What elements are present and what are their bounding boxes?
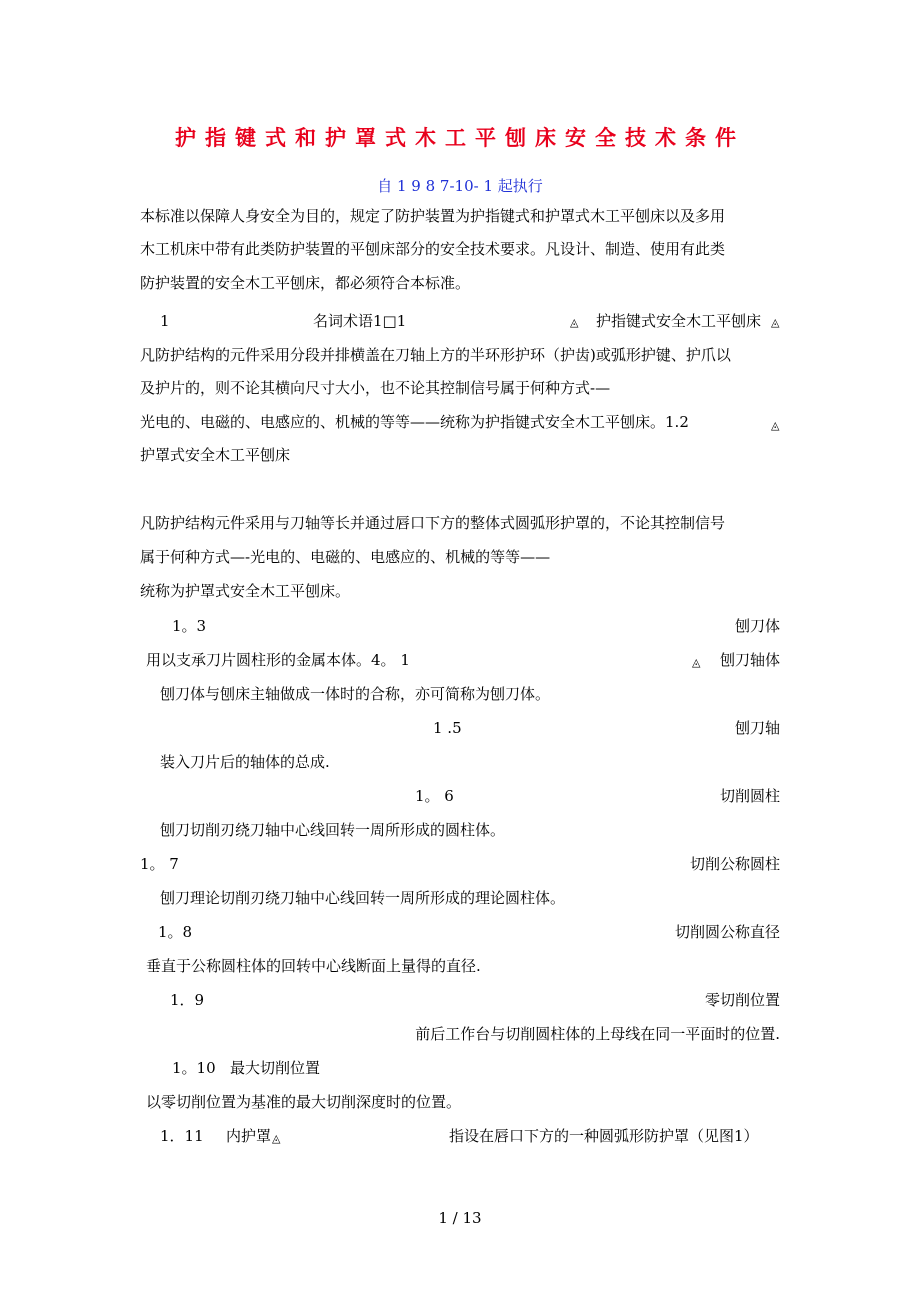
intro-line-3: 防护装置的安全木工平刨床，都必须符合本标准。 [140, 274, 471, 292]
def-1-2-line-3: 统称为护罩式安全木工平刨床。 [140, 582, 351, 600]
def-1-9: 前后工作台与切削圆柱体的上母线在同一平面时的位置. [415, 1025, 780, 1043]
effective-date: 自 1 9 8 7-10- 1 起执行 [377, 177, 543, 195]
def-1-1-line-1: 凡防护结构的元件采用分段并排横盖在刀轴上方的半环形护环（护齿)或弧形护键、护爪以 [140, 346, 731, 364]
def-1-6: 刨刀切削刃绕刀轴中心线回转一周所形成的圆柱体。 [160, 821, 506, 839]
item-1-5-number: 1 .5 [433, 719, 462, 737]
item-1-6-number: 1。 6 [415, 787, 454, 805]
item-1-9-term: 零切削位置 [704, 991, 780, 1009]
def-1-3: 用以支承刀片圆柱形的金属本体。4。 1 [146, 651, 410, 669]
section-1-number: 1 [160, 312, 170, 330]
item-1-7-term: 切削公称圆柱 [689, 855, 780, 873]
anchor-mark-icon: ◬ [272, 1132, 281, 1145]
item-1-8-term: 切削圆公称直径 [674, 923, 780, 941]
section-1-heading: 名词术语1□1 [313, 312, 407, 330]
item-1-11-number: 1．11 [160, 1127, 204, 1145]
def-1-11: 指设在唇口下方的一种圆弧形防护罩（见图1） [449, 1127, 759, 1145]
def-1-1-line-2: 及护片的，则不论其横向尺寸大小，也不论其控制信号属于何种方式-— [140, 379, 611, 397]
anchor-mark-icon: ◬ [771, 419, 780, 432]
anchor-mark-icon: ◬ [570, 316, 579, 329]
item-1-8-number: 1。8 [158, 923, 193, 941]
item-1-10-term: 最大切削位置 [230, 1059, 321, 1077]
term-1-1: 护指键式安全木工平刨床 [596, 312, 762, 330]
anchor-mark-icon: ◬ [771, 316, 780, 329]
intro-line-1: 本标准以保障人身安全为目的，规定了防护装置为护指键式和护罩式木工平刨床以及多用 [140, 207, 726, 225]
def-1-2-line-1: 凡防护结构元件采用与刀轴等长并通过唇口下方的整体式圆弧形护罩的，不论其控制信号 [140, 514, 726, 532]
page-number: 1 / 13 [438, 1209, 482, 1227]
term-1-4: 刨刀轴体 [719, 651, 780, 669]
def-1-8: 垂直于公称圆柱体的回转中心线断面上量得的直径. [146, 957, 481, 975]
def-1-1-line-3: 光电的、电磁的、电感应的、机械的等等——统称为护指键式安全木工平刨床。1.2 [140, 413, 689, 431]
item-1-6-term: 切削圆柱 [719, 787, 780, 805]
item-1-5-term: 刨刀轴 [734, 719, 780, 737]
def-1-5: 装入刀片后的轴体的总成. [160, 753, 330, 771]
item-1-9-number: 1．9 [170, 991, 205, 1009]
item-1-11-term: 内护罩 [226, 1127, 272, 1145]
anchor-mark-icon: ◬ [692, 656, 701, 669]
intro-line-2: 木工机床中带有此类防护装置的平刨床部分的安全技术要求。凡设计、制造、使用有此类 [140, 240, 726, 258]
item-1-7-number: 1。 7 [140, 855, 179, 873]
document-title: 护指键式和护罩式木工平刨床安全技术条件 [175, 125, 745, 150]
item-1-3-number: 1。3 [172, 617, 207, 635]
def-1-4: 刨刀体与刨床主轴做成一体时的合称，亦可简称为刨刀体。 [160, 685, 551, 703]
item-1-3-term: 刨刀体 [734, 617, 780, 635]
item-1-10-number: 1。10 [172, 1059, 216, 1077]
def-1-2-line-2: 属于何种方式—-光电的、电磁的、电感应的、机械的等等—— [140, 548, 551, 566]
def-1-7: 刨刀理论切削刃绕刀轴中心线回转一周所形成的理论圆柱体。 [160, 889, 566, 907]
def-1-10: 以零切削位置为基准的最大切削深度时的位置。 [146, 1093, 462, 1111]
term-1-2: 护罩式安全木工平刨床 [140, 446, 291, 464]
